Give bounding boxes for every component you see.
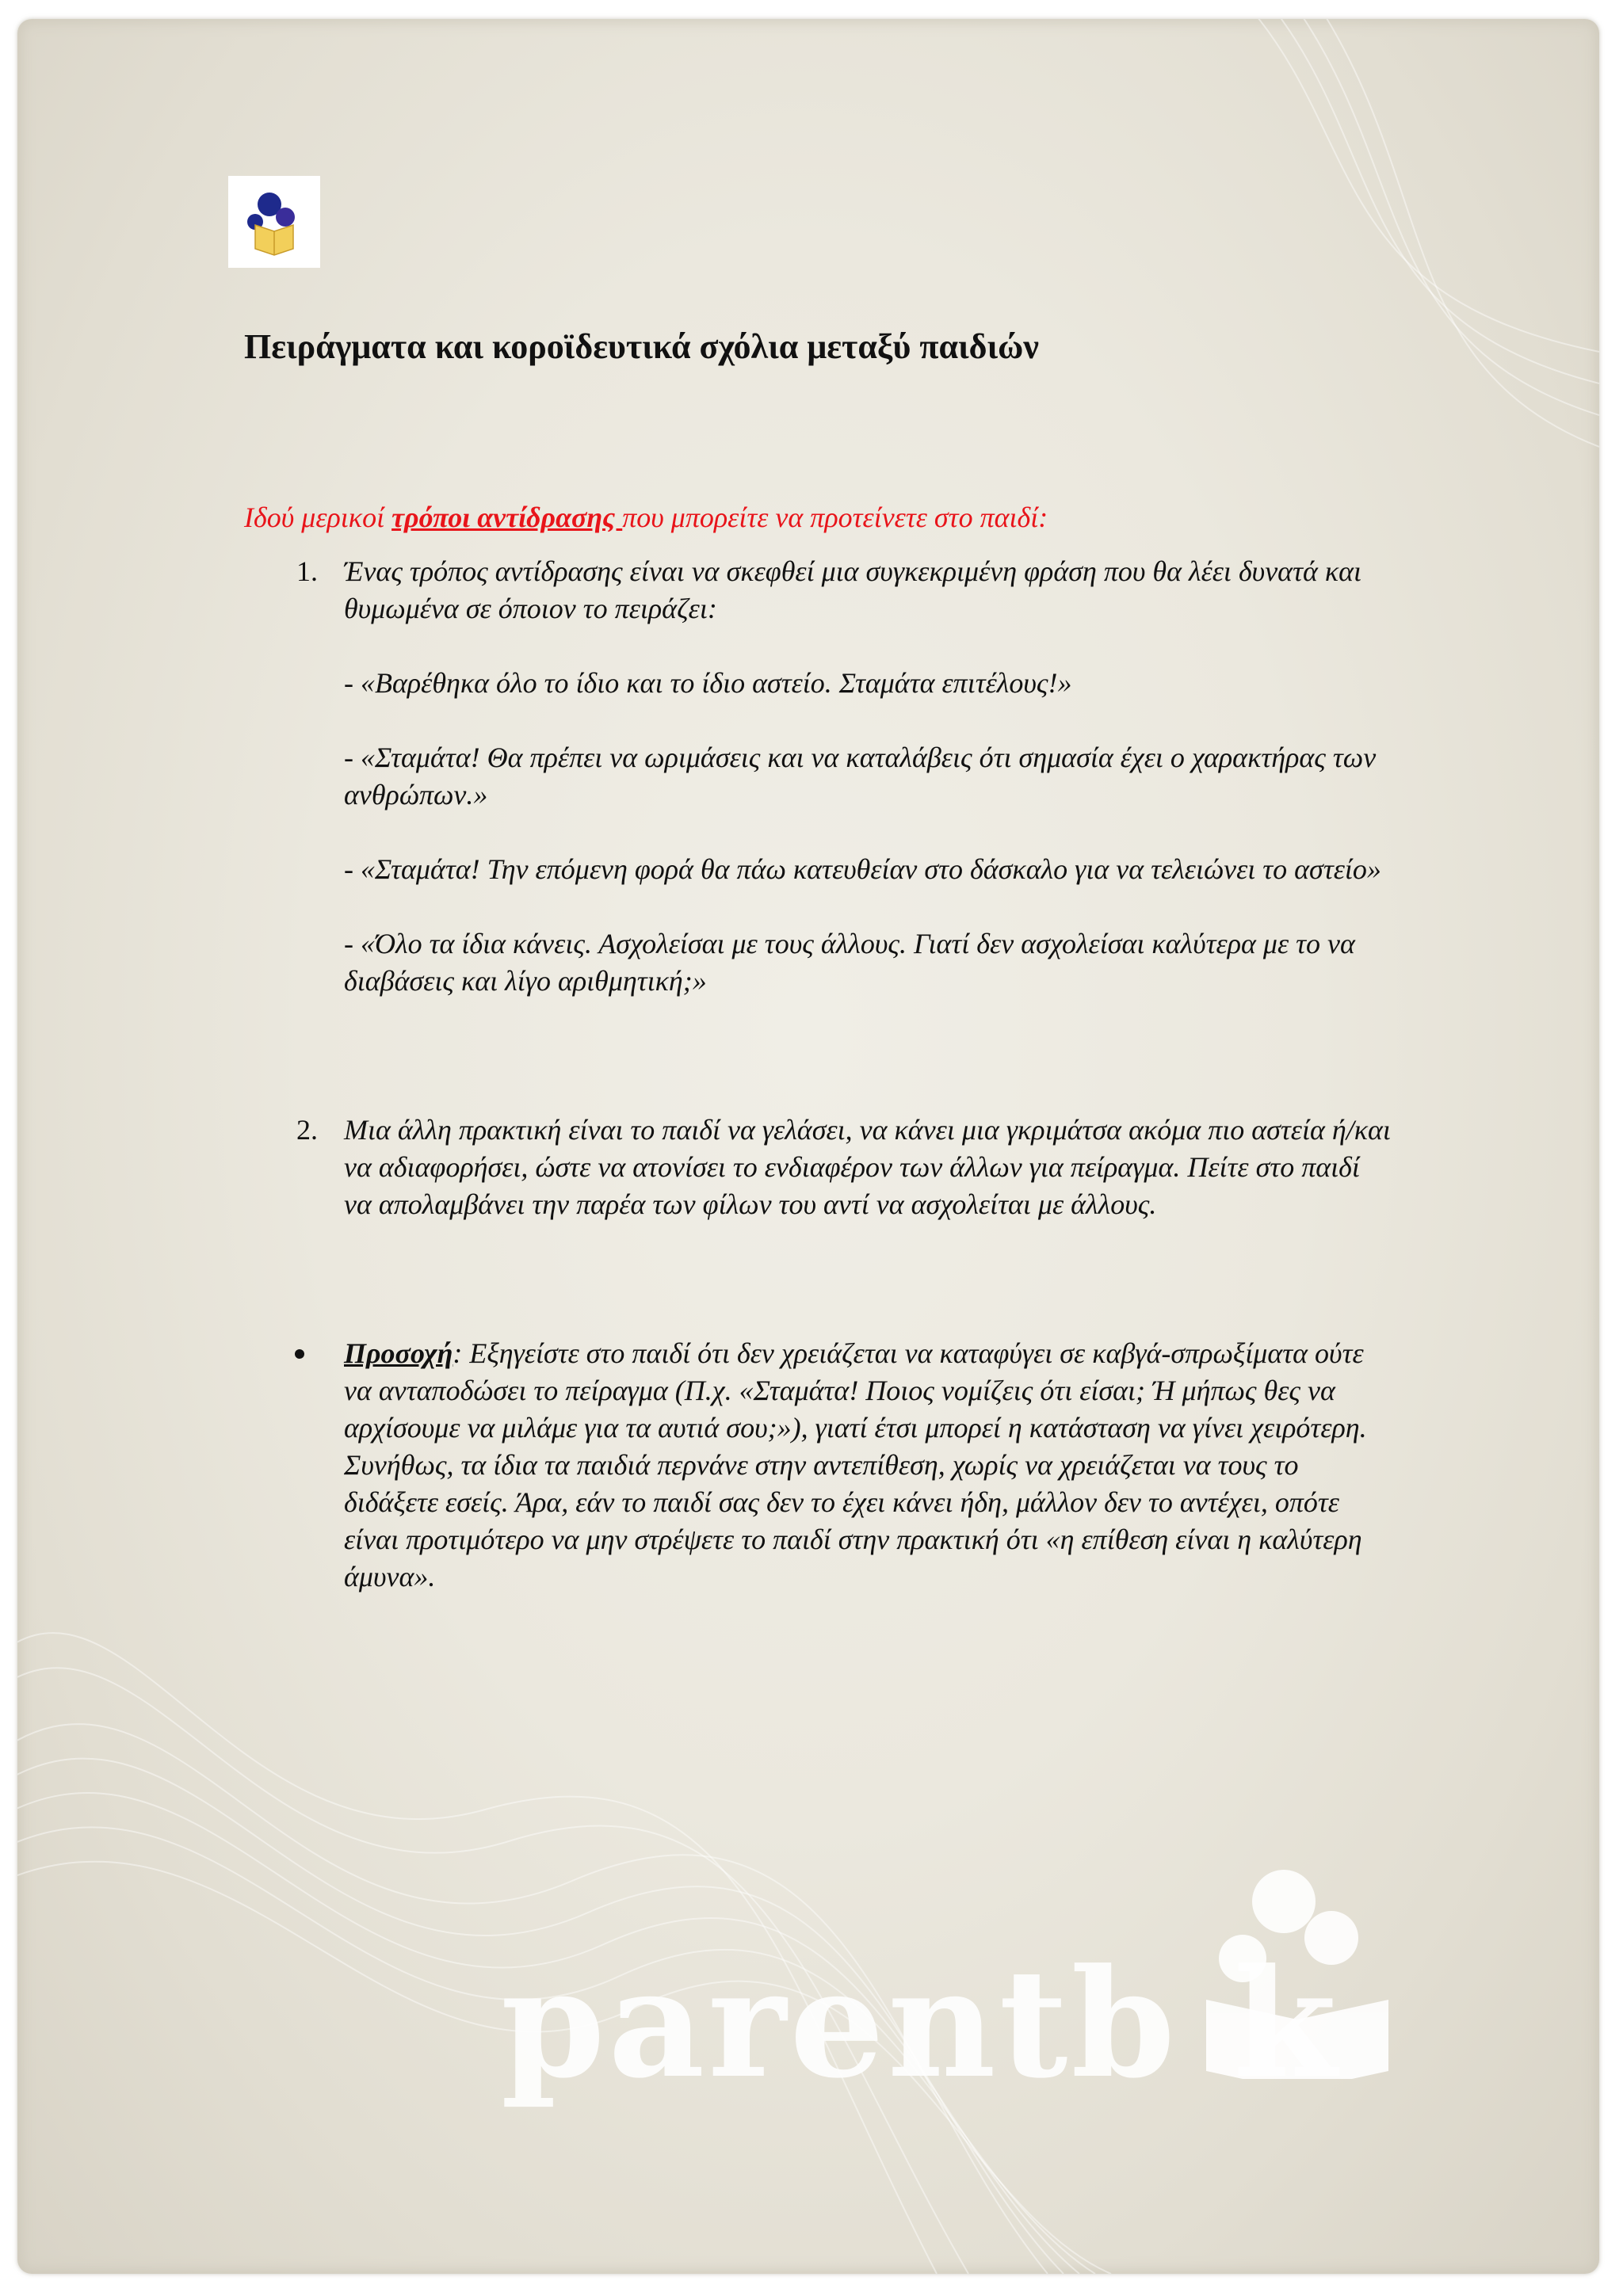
reading-children-icon (228, 176, 320, 268)
note-label: Προσοχή (344, 1337, 453, 1369)
intro-line (244, 499, 1393, 536)
list-marker: 1. (296, 555, 318, 587)
list-item-2 (244, 1112, 1393, 1223)
quote-1: - «Βαρέθηκα όλο το ίδιο και το ίδιο αστείο. Σταμάτα επιτέλους!» (344, 667, 1072, 699)
watermark-brand: parentb k (501, 1936, 1340, 2111)
list-item-text: Μια άλλη πρακτική είναι το παιδί να γελάσει, να κάνει μια γκριμάτσα ακόμα πιο αστεία ή/και να αδιαφορήσει, ώστε να ατονίσει το ενδιαφέρον των άλλων για πείραγμα. Πείτε στο παιδί να απολαμβάνει την παρέα των φίλων του αντί να ασχολείται με άλλους. (344, 1114, 1391, 1220)
page-title: Πειράγματα και κοροϊδευτικά σχόλια μεταξύ παιδιών (244, 327, 1039, 366)
list-marker: 2. (296, 1114, 318, 1146)
document-body (244, 499, 1393, 1596)
quote-4: - «Όλο τα ίδια κάνεις. Ασχολείσαι με τους άλλους. Γιατί δεν ασχολείσαι καλύτερα με το να διαβάσεις και λίγο αριθμητική;» (344, 928, 1355, 997)
intro-emphasis: τρόποι αντίδρασης (391, 502, 623, 533)
note-text (344, 1335, 1393, 1596)
intro-before: Ιδού μερικοί (244, 502, 392, 533)
intro-after: που μπορείτε να προτείνετε στο παιδί: (622, 502, 1048, 533)
logo (228, 176, 320, 268)
quote-3: - «Σταμάτα! Την επόμενη φορά θα πάω κατευθείαν στο δάσκαλο για να τελειώνει το αστείο» (344, 853, 1381, 885)
note-body: : Εξηγείστε στο παιδί ότι δεν χρειάζεται να καταφύγει σε καβγά-σπρωξίματα ούτε να ανταποδώσει το πείραγμα (Π.χ. «Σταμάτα! Ποιος νομίζεις ότι είσαι; Ή μήπως θες να αρχίσουμε να μιλάμε για τα αυτιά σου;»), γιατί έτσι μπορεί η κατάσταση να γίνει χειρότερη. Συνήθως, τα ίδια τα παιδιά περνάνε στην αντεπίθεση, χωρίς να χρειάζεται να τους το διδάξετε εσείς. Άρα, εάν το παιδί σας δεν το έχει κάνει ήδη, μάλλον δεν το αντέχει, οπότε είναι προτιμότερο να μην στρέψετε το παιδί στην πρακτική ότι «η επίθεση είναι η καλύτερη άμυνα». (344, 1337, 1367, 1592)
quote-2: - «Σταμάτα! Θα πρέπει να ωριμάσεις και να καταλάβεις ότι σημασία έχει ο χαρακτήρας των ανθρώπων.» (344, 742, 1377, 810)
list-item-1 (244, 553, 1393, 1000)
bullet-icon (295, 1349, 304, 1359)
list-item-text: Ένας τρόπος αντίδρασης είναι να σκεφθεί μια συγκεκριμένη φράση που θα λέει δυνατά και θυμωμένα σε όποιον το πειράζει: (344, 555, 1362, 624)
note-item (244, 1335, 1393, 1596)
